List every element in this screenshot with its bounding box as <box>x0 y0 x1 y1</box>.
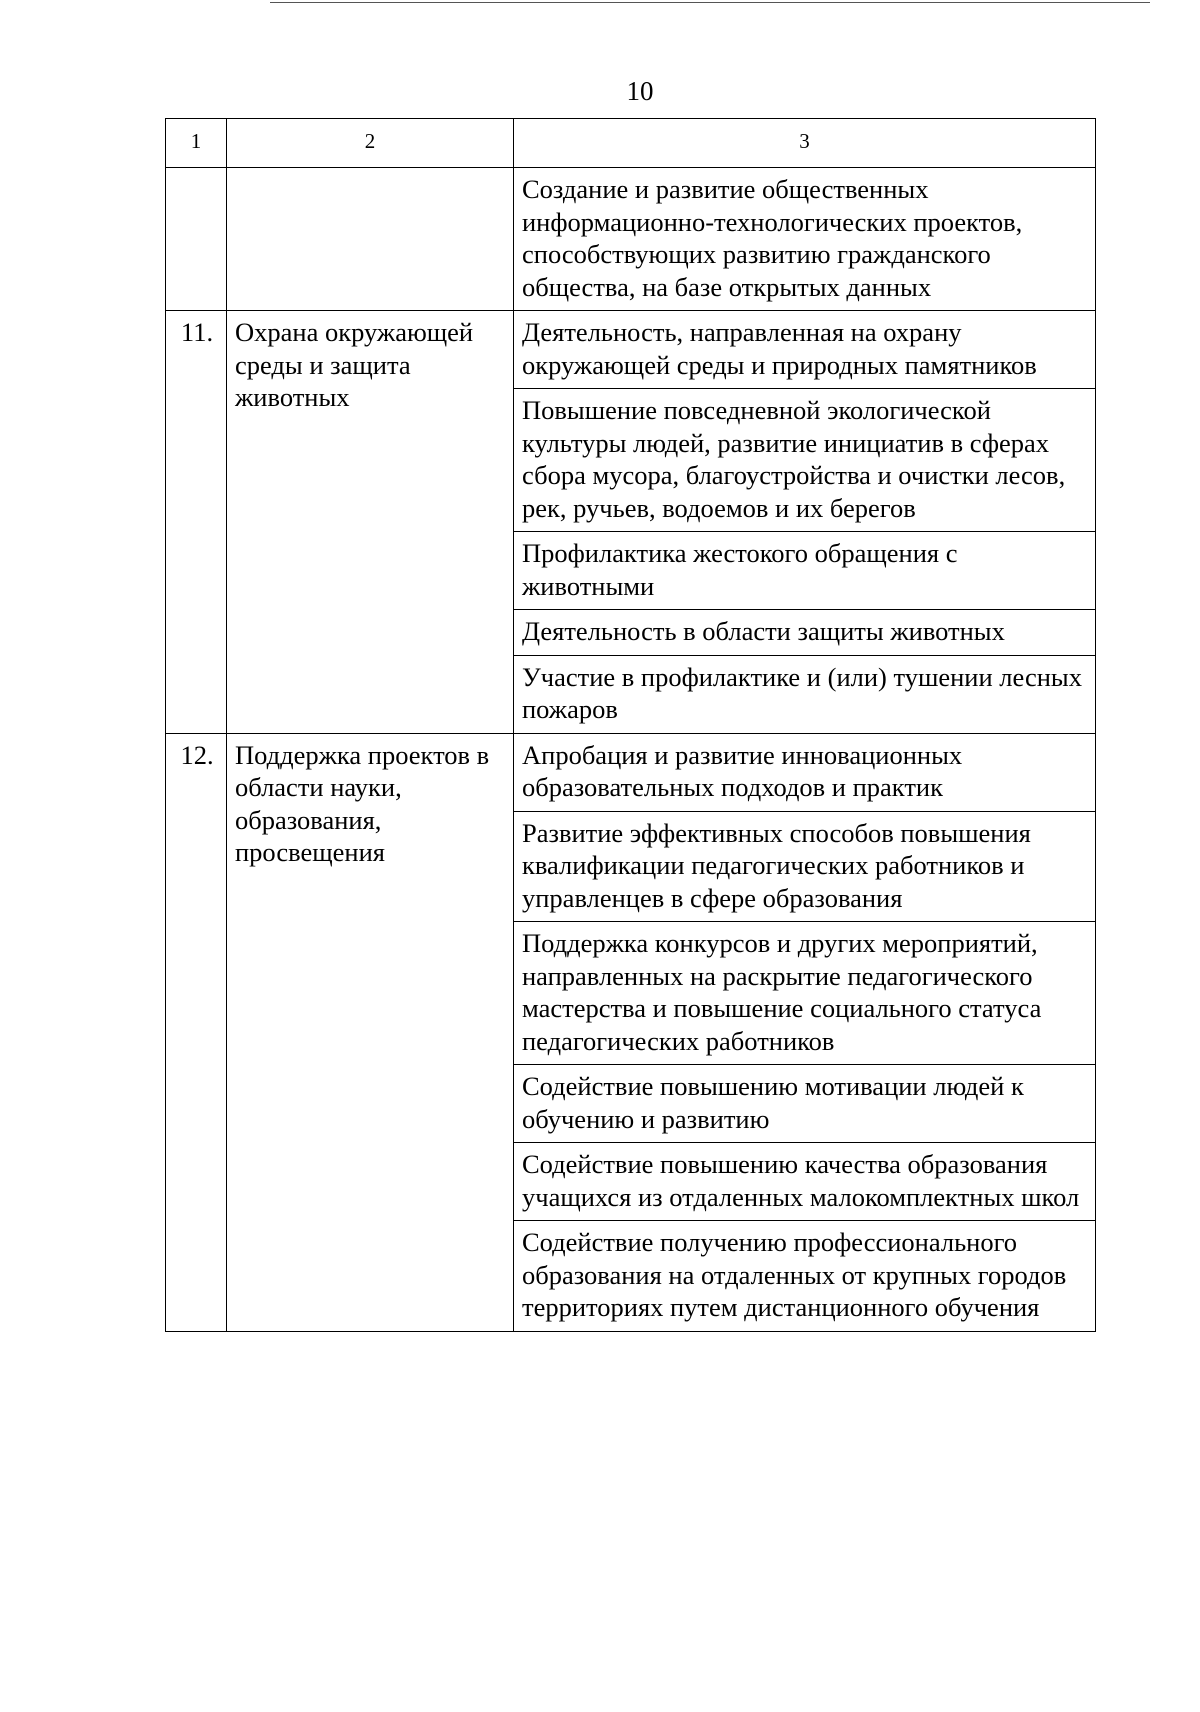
table-row <box>166 311 1096 389</box>
table-row <box>166 168 1096 311</box>
top-rule <box>270 2 1150 3</box>
section-title: Охрана окружающей среды и защита животных <box>227 311 514 734</box>
item-cell: Повышение повседневной экологической культуры людей, развитие инициатив в сферах сбора мусора, благоустройства и очистки лесов, рек, ручьев, водоемов и их берегов <box>514 389 1096 532</box>
item-cell: Развитие эффективных способов повышения квалификации педагогических работников и управленцев в сфере образования <box>514 811 1096 922</box>
column-number-3: 3 <box>514 119 1096 168</box>
section-number: 12. <box>166 733 227 1331</box>
directions-table <box>165 118 1096 1332</box>
item-cell: Деятельность, направленная на охрану окружающей среды и природных памятников <box>514 311 1096 389</box>
item-cell: Деятельность в области защиты животных <box>514 610 1096 656</box>
item-cell: Апробация и развитие инновационных образовательных подходов и практик <box>514 733 1096 811</box>
item-cell: Поддержка конкурсов и других мероприятий, направленных на раскрытие педагогического мастерства и повышение социального статуса педагогических работников <box>514 922 1096 1065</box>
page-number: 10 <box>626 76 654 106</box>
item-cell: Профилактика жестокого обращения с животными <box>514 532 1096 610</box>
table-header-row <box>166 119 1096 168</box>
item-cell: Участие в профилактике и (или) тушении лесных пожаров <box>514 655 1096 733</box>
item-cell: Содействие получению профессионального образования на отдаленных от крупных городов территориях путем дистанционного обучения <box>514 1221 1096 1332</box>
item-cell: Содействие повышению мотивации людей к обучению и развитию <box>514 1065 1096 1143</box>
column-number-1: 1 <box>166 119 227 168</box>
section-title: Поддержка проектов в области науки, образования, просвещения <box>227 733 514 1331</box>
number-cell-empty <box>166 168 227 311</box>
item-cell: Создание и развитие общественных информационно-технологических проектов, способствующих развитию гражданского общества, на базе открытых данных <box>514 168 1096 311</box>
column-number-2: 2 <box>227 119 514 168</box>
section-number: 11. <box>166 311 227 734</box>
title-cell-empty <box>227 168 514 311</box>
table-row <box>166 733 1096 811</box>
item-cell: Содействие повышению качества образования учащихся из отдаленных малокомплектных школ <box>514 1143 1096 1221</box>
